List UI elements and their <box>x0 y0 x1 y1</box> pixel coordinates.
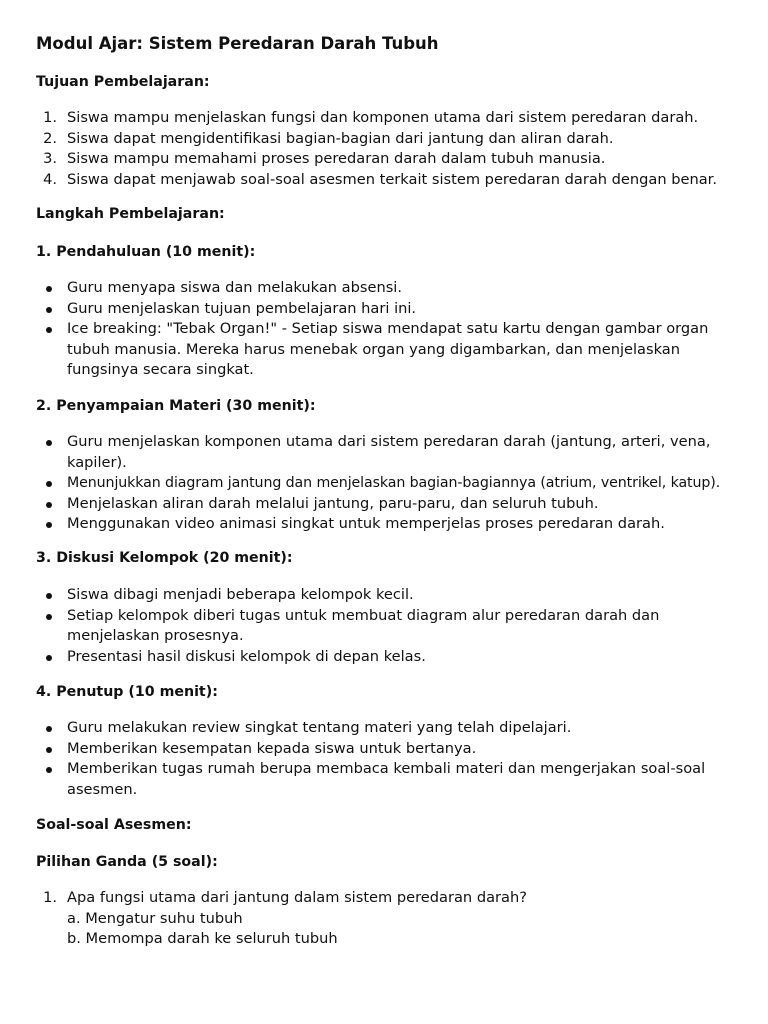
penutup-list <box>36 718 748 800</box>
bullet-icon <box>46 307 52 313</box>
heading-diskusi: 3. Diskusi Kelompok (20 menit): <box>36 550 293 566</box>
bullet-icon <box>46 481 52 487</box>
list-item: Setiap kelompok diberi tugas untuk membuat diagram alur peredaran darah dan menjelaskan prosesnya. <box>36 606 748 647</box>
document-title: Modul Ajar: Sistem Peredaran Darah Tubuh <box>36 34 439 53</box>
pilihan-ganda-list <box>36 888 748 950</box>
list-item: Menjelaskan aliran darah melalui jantung, paru-paru, dan seluruh tubuh. <box>36 494 748 515</box>
question-text: Apa fungsi utama dari jantung dalam sistem peredaran darah? <box>67 889 527 906</box>
bullet-icon <box>46 440 52 446</box>
bullet-icon <box>46 747 52 753</box>
list-item: Menggunakan video animasi singkat untuk memperjelas proses peredaran darah. <box>36 514 748 535</box>
list-item: Guru menyapa siswa dan melakukan absensi. <box>36 278 748 299</box>
answer-option: a. Mengatur suhu tubuh <box>67 909 243 927</box>
bullet-icon <box>46 502 52 508</box>
tujuan-list <box>36 108 748 190</box>
list-item: Memberikan tugas rumah berupa membaca kembali materi dan mengerjakan soal-soal asesmen. <box>36 759 748 800</box>
pendahuluan-list <box>36 278 748 381</box>
list-item: Ice breaking: "Tebak Organ!" - Setiap siswa mendapat satu kartu dengan gambar organ tubuh manusia. Mereka harus menebak organ yang digambarkan, dan menjelaskan fungsinya secara singkat. <box>36 319 748 381</box>
bullet-icon <box>46 327 52 333</box>
list-item: 1. Apa fungsi utama dari jantung dalam sistem peredaran darah? a. Mengatur suhu tubuh b. Memompa darah ke seluruh tubuh <box>36 888 748 950</box>
list-item: Presentasi hasil diskusi kelompok di depan kelas. <box>36 647 748 668</box>
list-item: 2. Siswa dapat mengidentifikasi bagian-bagian dari jantung dan aliran darah. <box>43 129 614 147</box>
bullet-icon <box>46 655 52 661</box>
heading-materi: 2. Penyampaian Materi (30 menit): <box>36 398 316 414</box>
bullet-icon <box>46 593 52 599</box>
bullet-icon <box>46 522 52 528</box>
list-item: Memberikan kesempatan kepada siswa untuk bertanya. <box>36 739 748 760</box>
heading-asesmen: Soal-soal Asesmen: <box>36 817 192 833</box>
list-item: Guru melakukan review singkat tentang materi yang telah dipelajari. <box>36 718 748 739</box>
bullet-icon <box>46 726 52 732</box>
bullet-icon <box>46 767 52 773</box>
bullet-icon <box>46 286 52 292</box>
heading-penutup: 4. Penutup (10 menit): <box>36 684 218 700</box>
heading-langkah: Langkah Pembelajaran: <box>36 206 225 222</box>
diskusi-list <box>36 585 748 667</box>
bullet-icon <box>46 614 52 620</box>
list-item: Siswa dibagi menjadi beberapa kelompok kecil. <box>36 585 748 606</box>
list-item: Guru menjelaskan tujuan pembelajaran hari ini. <box>36 299 748 320</box>
heading-pendahuluan: 1. Pendahuluan (10 menit): <box>36 244 256 260</box>
heading-tujuan: Tujuan Pembelajaran: <box>36 74 210 90</box>
answer-option: b. Memompa darah ke seluruh tubuh <box>67 930 338 947</box>
list-item: Guru menjelaskan komponen utama dari sistem peredaran darah (jantung, arteri, vena, kapiler). <box>36 432 748 473</box>
list-item: 1. Siswa mampu menjelaskan fungsi dan komponen utama dari sistem peredaran darah. <box>43 109 699 126</box>
heading-pilihan-ganda: Pilihan Ganda (5 soal): <box>36 854 218 870</box>
materi-list <box>36 432 748 535</box>
list-item: 4. Siswa dapat menjawab soal-soal asesmen terkait sistem peredaran darah dengan benar. <box>43 170 717 188</box>
list-item: 3. Siswa mampu memahami proses peredaran darah dalam tubuh manusia. <box>43 150 606 167</box>
list-item: Menunjukkan diagram jantung dan menjelaskan bagian-bagiannya (atrium, ventrikel, katup). <box>36 473 748 494</box>
